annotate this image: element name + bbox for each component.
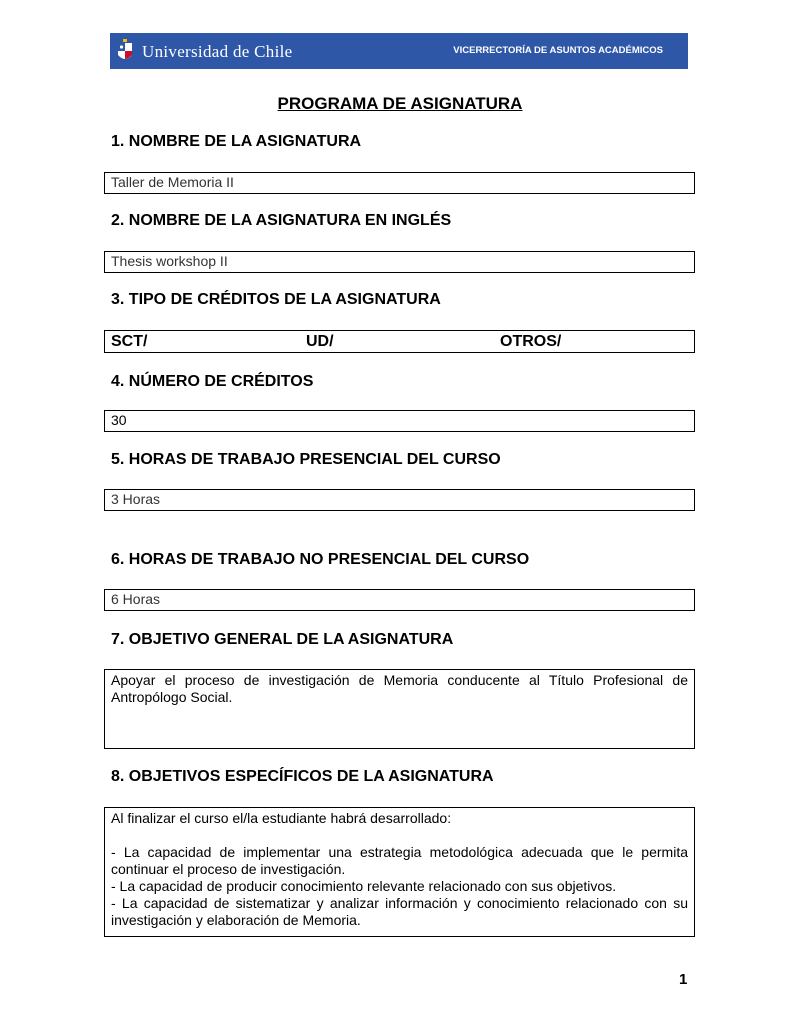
objective-item-3: - La capacidad de sistematizar y analizar información y conocimiento relacionado con su investigación y elaboración de Memoria. bbox=[111, 895, 688, 928]
section-4-box bbox=[104, 410, 695, 432]
credit-otros-label: OTROS/ bbox=[500, 333, 562, 350]
credit-sct-label: SCT/ bbox=[111, 333, 148, 350]
section-6-box bbox=[104, 589, 695, 611]
page-number: 1 bbox=[679, 971, 688, 988]
section-2-value: Thesis workshop II bbox=[111, 253, 228, 269]
objective-item-1: - La capacidad de implementar una estrategia metodológica adecuada que le permita continuar el proceso de investigación. bbox=[111, 844, 688, 877]
section-2-heading: 2. NOMBRE DE LA ASIGNATURA EN INGLÉS bbox=[111, 212, 452, 229]
section-1-box bbox=[104, 172, 695, 194]
vicerrectoria-label: VICERRECTORÍA DE ASUNTOS ACADÉMICOS bbox=[453, 45, 663, 56]
header-banner bbox=[110, 33, 688, 69]
section-5-value: 3 Horas bbox=[111, 491, 161, 507]
section-6-value: 6 Horas bbox=[111, 591, 161, 607]
section-8-box bbox=[104, 807, 695, 937]
section-7-value: Apoyar el proceso de investigación de Memoria conducente al Título Profesional de Antropólogo Social. bbox=[111, 672, 688, 705]
university-crest-icon bbox=[116, 37, 134, 65]
section-7-box bbox=[104, 669, 695, 749]
section-8-intro: Al finalizar el curso el/la estudiante habrá desarrollado: bbox=[111, 810, 452, 826]
section-8-heading: 8. OBJETIVOS ESPECÍFICOS DE LA ASIGNATURA bbox=[111, 768, 494, 785]
section-4-value: 30 bbox=[111, 412, 127, 428]
credits-type-box bbox=[104, 330, 695, 353]
section-6-heading: 6. HORAS DE TRABAJO NO PRESENCIAL DEL CURSO bbox=[111, 551, 530, 568]
objective-item-2: - La capacidad de producir conocimiento relevante relacionado con sus objetivos. bbox=[111, 878, 617, 894]
university-name: Universidad de Chile bbox=[142, 42, 293, 61]
section-5-box bbox=[104, 489, 695, 511]
section-1-value: Taller de Memoria II bbox=[111, 174, 234, 190]
document-title: PROGRAMA DE ASIGNATURA bbox=[277, 94, 523, 113]
section-4-heading: 4. NÚMERO DE CRÉDITOS bbox=[111, 373, 314, 390]
section-1-heading: 1. NOMBRE DE LA ASIGNATURA bbox=[111, 133, 362, 150]
section-2-box bbox=[104, 251, 695, 273]
section-3-heading: 3. TIPO DE CRÉDITOS DE LA ASIGNATURA bbox=[111, 291, 441, 308]
section-5-heading: 5. HORAS DE TRABAJO PRESENCIAL DEL CURSO bbox=[111, 451, 501, 468]
credit-ud-label: UD/ bbox=[306, 333, 334, 350]
section-7-heading: 7. OBJETIVO GENERAL DE LA ASIGNATURA bbox=[111, 631, 454, 648]
